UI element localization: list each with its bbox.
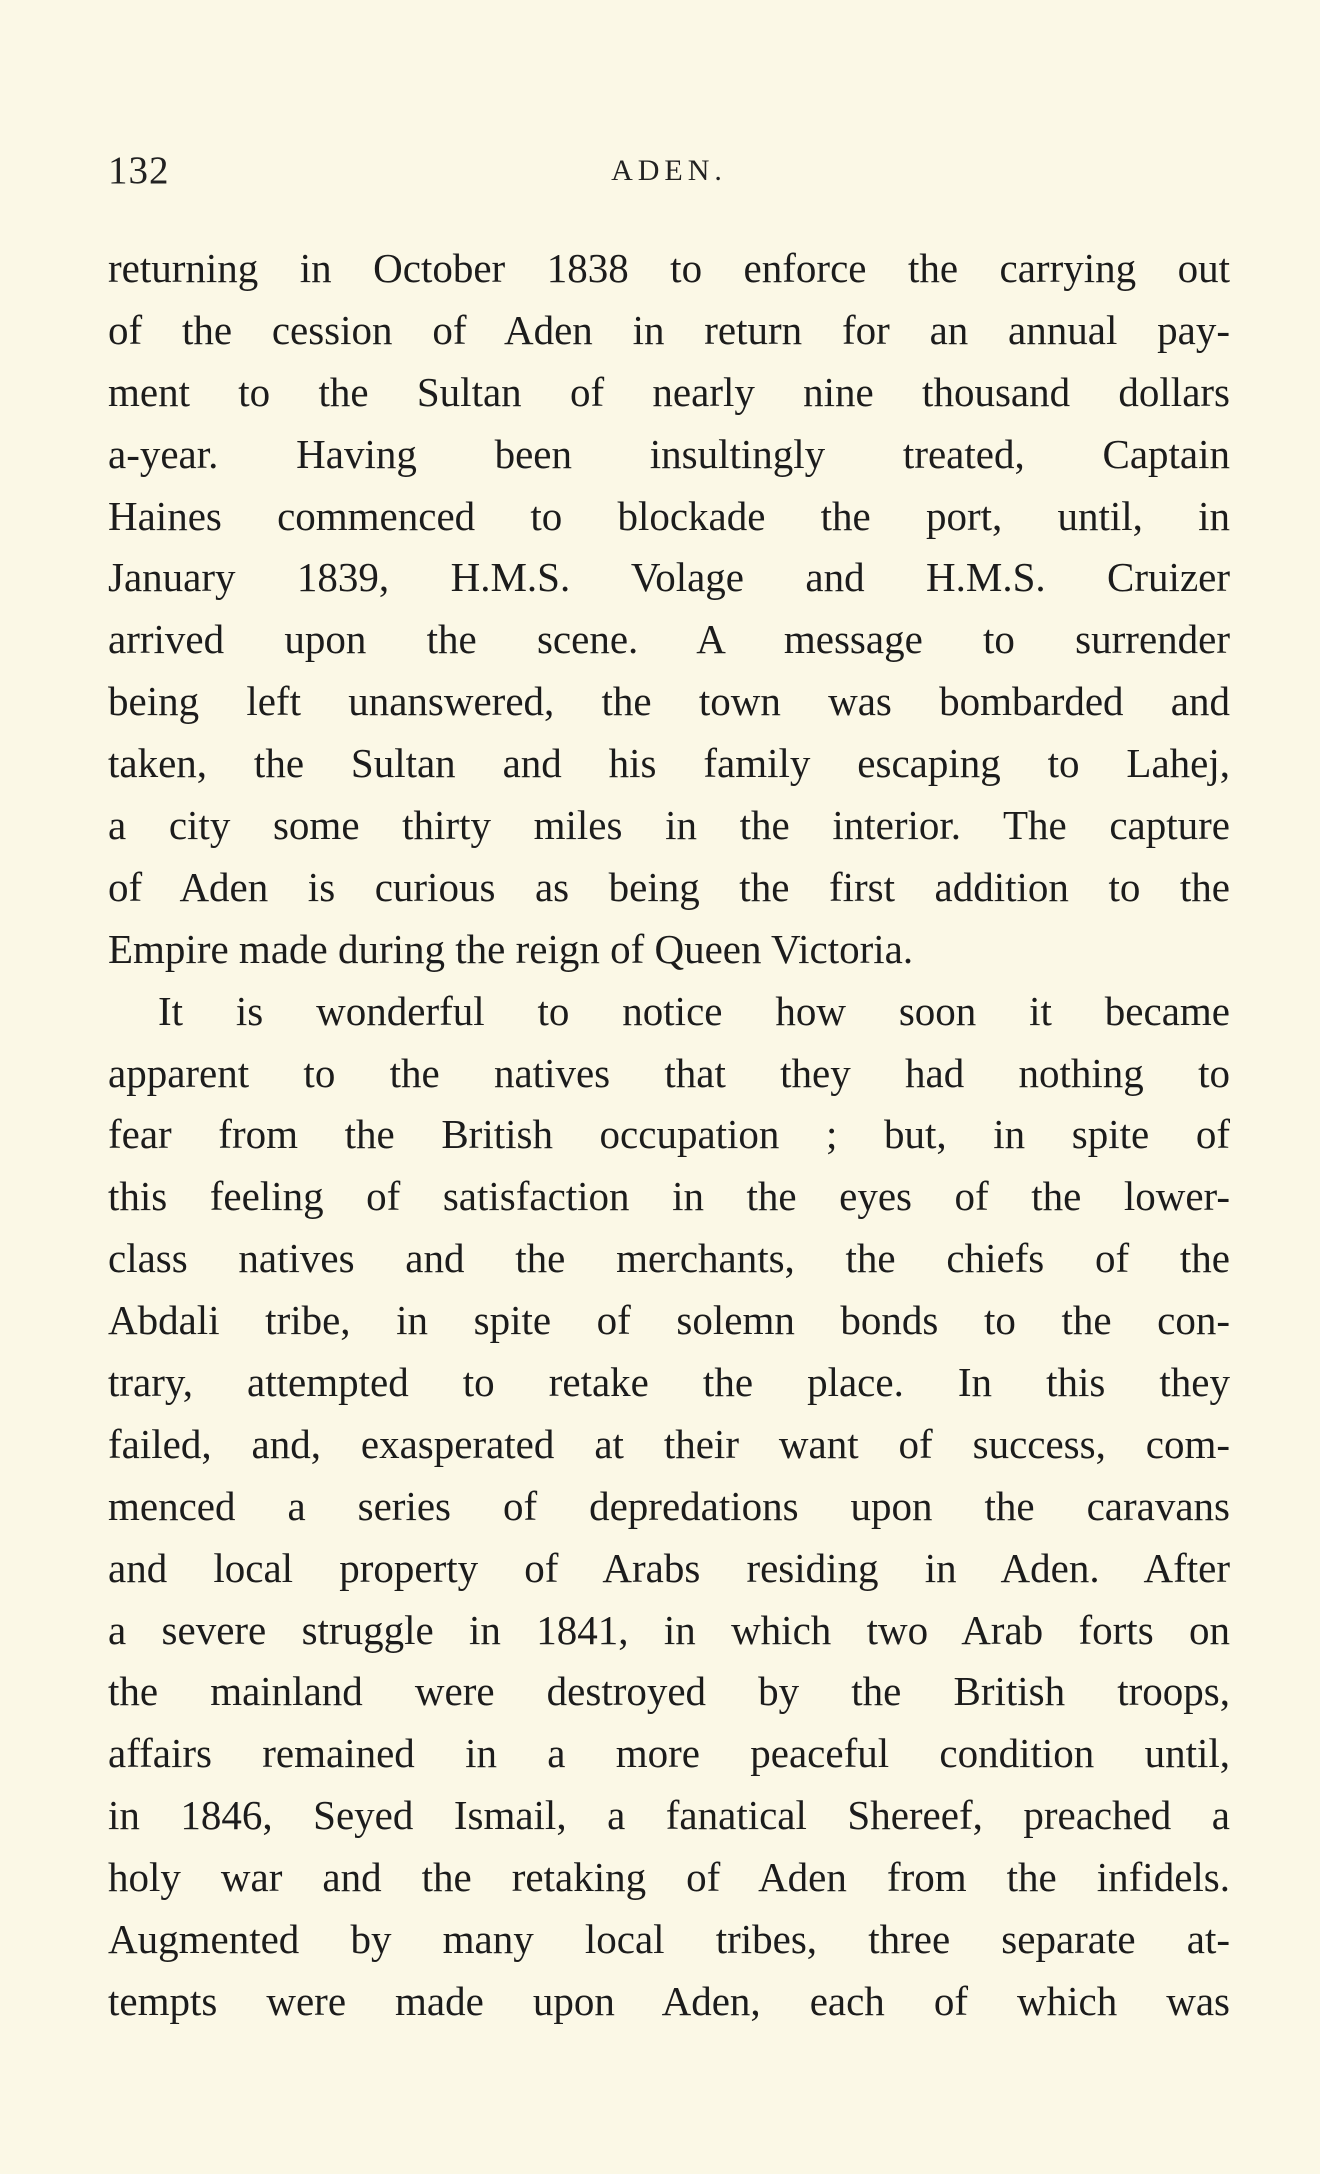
text-line: returning in October 1838 to enforce the carrying out bbox=[108, 245, 1230, 291]
text-line-paragraph-start: It is wonderful to notice how soon it became bbox=[158, 987, 1230, 1034]
text-line: being left unanswered, the town was bombarded and bbox=[108, 678, 1230, 725]
text-line: of Aden is curious as being the first addition to the bbox=[108, 863, 1230, 910]
text-line-paragraph-end: Empire made during the reign of Queen Victoria. bbox=[108, 925, 914, 972]
text-line: apparent to the natives that they had nothing to bbox=[108, 1049, 1230, 1096]
text-line: tempts were made upon Aden, each of which was bbox=[108, 1977, 1230, 2024]
text-line: holy war and the retaking of Aden from the infidels. bbox=[108, 1854, 1230, 1901]
body-text bbox=[108, 238, 1230, 2033]
text-line: the mainland were destroyed by the British troops, bbox=[108, 1668, 1230, 1715]
page-header bbox=[108, 148, 1230, 198]
page-number: 132 bbox=[108, 149, 170, 192]
text-line: arrived upon the scene. A message to surrender bbox=[108, 616, 1230, 663]
text-line: affairs remained in a more peaceful condition until, bbox=[108, 1730, 1230, 1777]
text-line: class natives and the merchants, the chiefs of the bbox=[108, 1235, 1230, 1282]
text-line: Abdali tribe, in spite of solemn bonds to the con- bbox=[108, 1297, 1230, 1344]
text-line: menced a series of depredations upon the caravans bbox=[108, 1482, 1230, 1529]
text-line: a city some thirty miles in the interior. The capture bbox=[108, 802, 1230, 849]
text-line: of the cession of Aden in return for an annual pay- bbox=[108, 306, 1230, 353]
text-line: failed, and, exasperated at their want of success, com- bbox=[108, 1420, 1230, 1467]
text-line: January 1839, H.M.S. Volage and H.M.S. Cruizer bbox=[108, 554, 1230, 601]
text-line: taken, the Sultan and his family escaping to Lahej, bbox=[108, 740, 1230, 787]
text-line: Augmented by many local tribes, three separate at- bbox=[108, 1916, 1230, 1963]
text-line: and local property of Arabs residing in Aden. After bbox=[108, 1544, 1230, 1591]
text-line: ment to the Sultan of nearly nine thousand dollars bbox=[108, 368, 1230, 415]
text-line: a-year. Having been insultingly treated, Captain bbox=[108, 430, 1230, 477]
text-line: in 1846, Seyed Ismail, a fanatical Shereef, preached a bbox=[108, 1792, 1230, 1839]
running-title: ADEN. bbox=[611, 154, 727, 187]
text-line: fear from the British occupation ; but, in spite of bbox=[108, 1111, 1230, 1158]
text-line: a severe struggle in 1841, in which two Arab forts on bbox=[108, 1606, 1230, 1653]
text-line: this feeling of satisfaction in the eyes of the lower- bbox=[108, 1173, 1230, 1220]
text-line: trary, attempted to retake the place. In this they bbox=[108, 1359, 1230, 1406]
text-line: Haines commenced to blockade the port, until, in bbox=[108, 492, 1230, 539]
